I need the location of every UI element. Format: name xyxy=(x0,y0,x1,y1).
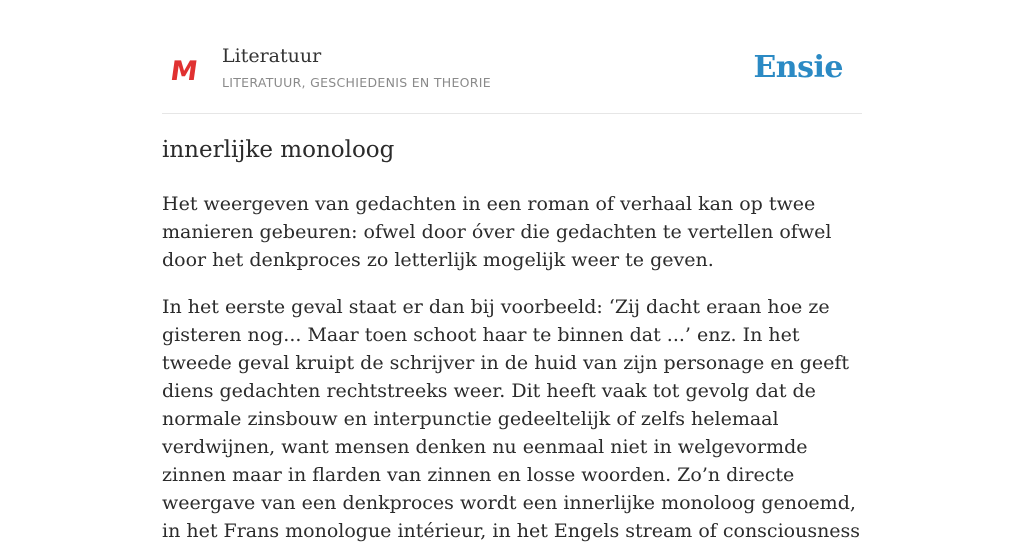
site-header xyxy=(162,0,862,114)
article-title: innerlijke monoloog xyxy=(162,137,395,163)
ensie-brand-link[interactable]: Ensie xyxy=(753,50,843,85)
literatuur-logo-icon[interactable] xyxy=(168,54,200,87)
logo-letter: M xyxy=(168,56,200,87)
page-content xyxy=(162,0,862,542)
site-title[interactable]: Literatuur xyxy=(222,45,322,67)
site-subtitle: LITERATUUR, GESCHIEDENIS EN THEORIE xyxy=(222,75,491,90)
article-paragraph-1: Het weergeven van gedachten in een roman of verhaal kan op twee manieren gebeuren: ofwel door óver die gedachten te vertellen ofwel door het denkproces zo letterlijk mogelijk weer te geven. xyxy=(162,193,832,271)
article-paragraph-2: In het eerste geval staat er dan bij voorbeeld: ‘Zij dacht eraan hoe ze gisteren nog... Maar toen schoot haar te binnen dat ...’ enz. In het tweede geval kruipt de schrijver in de huid van zijn personage en geeft diens gedachten rechtstreeks weer. Dit heeft vaak tot gevolg dat de normale zinsbouw en interpunctie gedeeltelijk of zelfs helemaal verdwijnen, want mensen denken nu eenmaal niet in welgevormde zinnen maar in flarden van zinnen en losse woorden. Zo’n directe weergave van een denkproces wordt een innerlijke monoloog genoemd, in het Frans monologue intérieur, in het Engels stream of consciousness xyxy=(162,296,861,542)
